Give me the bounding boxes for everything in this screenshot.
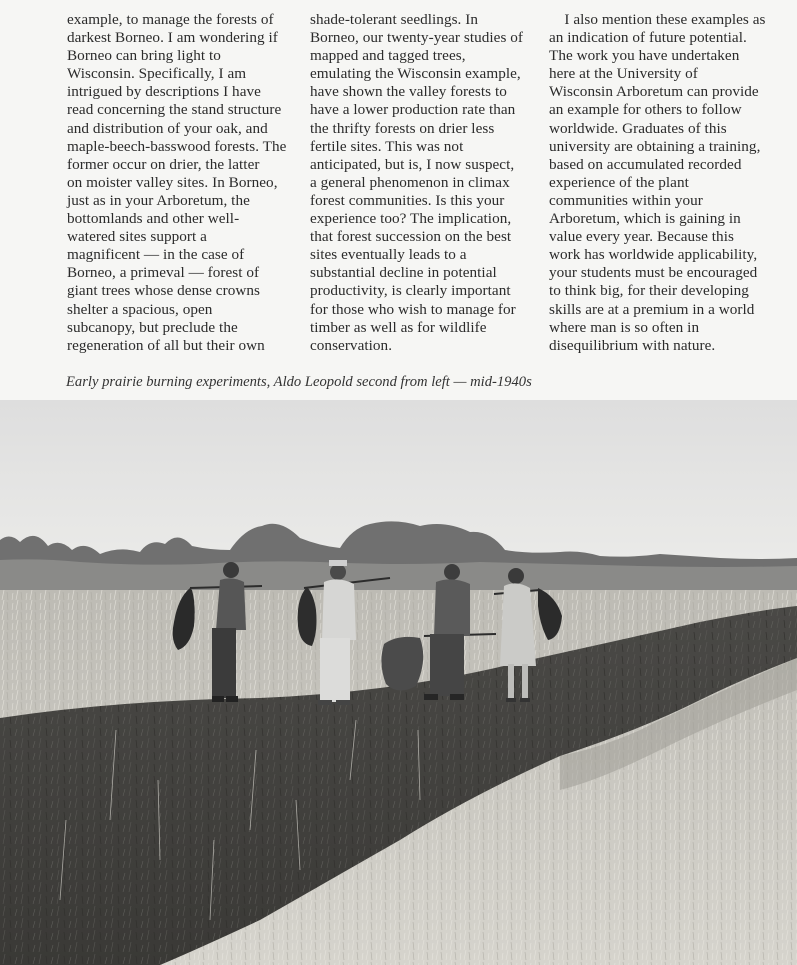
text-line: read concerning the stand structure [67, 101, 282, 119]
text-line: regeneration of all but their own [67, 336, 265, 354]
text-line: an example for others to follow [549, 101, 742, 119]
text-line: forest communities. Is this your [310, 191, 505, 209]
text-line: darkest Borneo. I am wondering if [67, 29, 278, 47]
text-line: experience of the plant [549, 173, 689, 191]
text-line: for those who wish to manage for [310, 300, 516, 318]
text-line: magnificent — in the case of [67, 246, 245, 264]
text-line: example, to manage the forests of [67, 11, 274, 28]
text-line: timber as well as for wildlife [310, 318, 487, 336]
text-line: former occur on drier, the latter [67, 155, 260, 173]
text-line: subcanopy, but preclude the [67, 318, 238, 336]
text-column-2 [310, 11, 530, 355]
text-line: worldwide. Graduates of this [549, 119, 727, 137]
text-line: the thrifty forests on drier less [310, 119, 495, 137]
text-line: Wisconsin. Specifically, I am [67, 65, 247, 83]
text-line: shade-tolerant seedlings. In [310, 11, 478, 28]
text-line: Arboretum, which is gaining in [549, 210, 741, 228]
text-line: a general phenomenon in climax [310, 173, 510, 191]
text-line: maple-beech-basswood forests. The [67, 137, 287, 155]
text-line: The work you have undertaken [549, 47, 740, 65]
text-line: communities within your [549, 191, 703, 209]
text-line: emulating the Wisconsin example, [310, 65, 521, 83]
photo-caption: Early prairie burning experiments, Aldo Leopold second from left — mid-1940s [66, 374, 532, 390]
text-line: Borneo can bring light to [67, 47, 221, 65]
text-line: based on accumulated recorded [549, 155, 742, 173]
text-line: mapped and tagged trees, [310, 47, 466, 65]
text-line: intrigued by descriptions I have [67, 83, 261, 101]
text-line: bottomlands and other well- [67, 210, 240, 228]
text-line: skills are at a premium in a world [549, 300, 755, 318]
text-line: and distribution of your oak, and [67, 119, 268, 137]
text-line: Borneo, a primeval — forest of [67, 264, 260, 282]
text-line: conservation. [310, 336, 393, 354]
text-line: on moister valley sites. In Borneo, [67, 173, 278, 191]
text-line: substantial decline in potential [310, 264, 497, 282]
text-column-1 [67, 11, 292, 355]
text-line: Borneo, our twenty-year studies of [310, 29, 524, 47]
text-line: university are obtaining a training, [549, 137, 761, 155]
text-line: shelter a spacious, open [67, 300, 213, 318]
text-line: anticipated, but is, I now suspect, [310, 155, 515, 173]
text-line: value every year. Because this [549, 228, 734, 246]
text-line: have a lower production rate than [310, 101, 516, 119]
prairie-burning-photo [0, 400, 797, 965]
text-line: here at the University of [549, 65, 698, 83]
text-line: just as in your Arboretum, the [67, 191, 250, 209]
text-line: an indication of future potential. [549, 29, 747, 47]
text-line: that forest succession on the best [310, 228, 512, 246]
text-line: productivity, is clearly important [310, 282, 511, 300]
text-line: giant trees whose dense crowns [67, 282, 260, 300]
text-line: disequilibrium with nature. [549, 336, 716, 354]
text-line: work has worldwide applicability, [549, 246, 758, 264]
text-line: where man is so often in [549, 318, 700, 336]
text-line: your students must be encouraged [549, 264, 758, 282]
text-line: watered sites support a [67, 228, 207, 246]
fire-beater [381, 637, 423, 691]
text-line: fertile sites. This was not [310, 137, 464, 155]
text-column-3 [549, 11, 779, 355]
text-line: I also mention these examples as [549, 11, 766, 28]
text-line: have shown the valley forests to [310, 83, 507, 101]
text-line: sites eventually leads to a [310, 246, 467, 264]
text-line: experience too? The implication, [310, 210, 512, 228]
text-line: Wisconsin Arboretum can provide [549, 83, 759, 101]
text-line: to think big, for their developing [549, 282, 749, 300]
